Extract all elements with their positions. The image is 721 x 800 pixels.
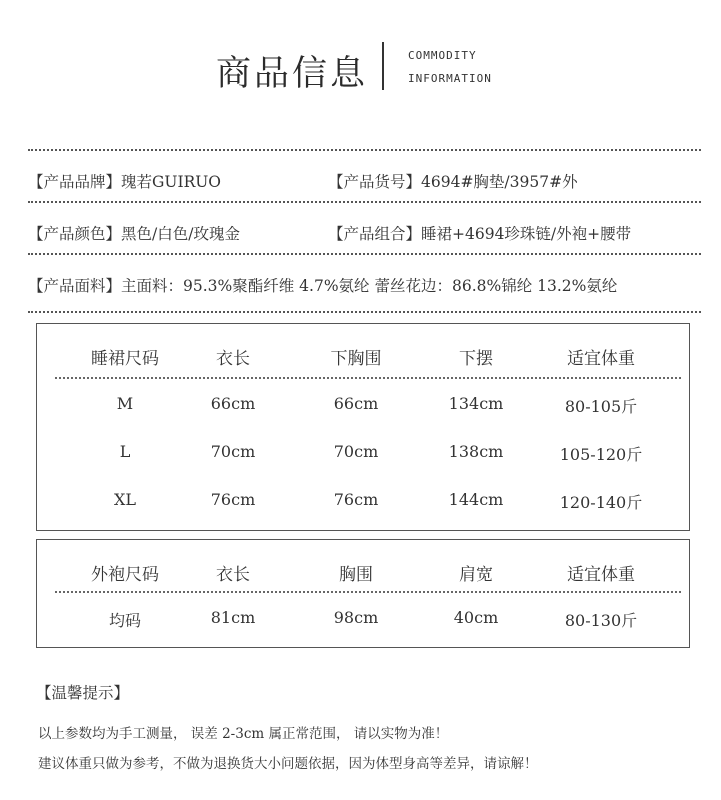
table-cell: 70cm: [333, 442, 379, 461]
divider: [28, 149, 701, 151]
table-cell: 80-105斤: [564, 397, 638, 416]
table-cell: 80-130斤: [564, 611, 638, 630]
table-cell: 76cm: [210, 490, 256, 509]
divider: [28, 311, 701, 313]
table-header: 衣长: [216, 565, 250, 585]
tips-line: 以上参数均为手工测量， 误差 2-3cm 属正常范围， 请以实物为准！: [38, 726, 449, 742]
table-cell: 138cm: [448, 442, 504, 461]
table-header: 适宜体重: [567, 565, 635, 585]
product-combo: 【产品组合】睡裙+4694珍珠链/外袍+腰带: [328, 225, 632, 243]
table-cell: 均码: [108, 611, 142, 630]
table-header: 下胸围: [330, 349, 382, 369]
header-english-line2: INFORMATION: [408, 72, 492, 85]
tips-title: 【温馨提示】: [36, 684, 130, 702]
table-header: 肩宽: [459, 565, 493, 585]
product-item-number: 【产品货号】4694#胸垫/3957#外: [328, 173, 578, 191]
table-cell: 76cm: [333, 490, 379, 509]
product-color: 【产品颜色】黑色/白色/玫瑰金: [28, 225, 240, 243]
table-cell: 134cm: [448, 394, 504, 413]
product-brand: 【产品品牌】瑰若GUIRUO: [28, 173, 222, 191]
table-divider: [55, 591, 681, 593]
table-cell: 66cm: [210, 394, 256, 413]
table-cell: 70cm: [210, 442, 256, 461]
divider: [28, 201, 701, 203]
robe-size-table: [36, 539, 690, 648]
table-cell: L: [119, 442, 131, 461]
table-header: 适宜体重: [567, 349, 635, 369]
table-cell: 144cm: [448, 490, 504, 509]
table-header: 睡裙尺码: [91, 349, 159, 369]
table-divider: [55, 377, 681, 379]
page-header: [0, 38, 721, 98]
product-fabric: 【产品面料】主面料：95.3%聚酯纤维 4.7%氨纶 蕾丝花边：86.8%锦纶 13.2%氨纶: [28, 277, 618, 295]
table-cell: 98cm: [333, 608, 379, 627]
table-cell: 120-140斤: [559, 493, 643, 512]
table-header: 衣长: [216, 349, 250, 369]
table-header: 胸围: [339, 565, 373, 585]
page-title: 商品信息: [216, 54, 369, 94]
table-header: 下摆: [459, 349, 493, 369]
table-cell: M: [116, 394, 134, 413]
table-cell: 81cm: [210, 608, 256, 627]
header-english-line1: COMMODITY: [408, 49, 477, 62]
tips-line: 建议体重只做为参考，不做为退换货大小问题依据，因为体型身高等差异，请谅解！: [38, 756, 538, 772]
table-header: 外袍尺码: [91, 565, 159, 585]
table-cell: XL: [113, 490, 137, 509]
table-cell: 40cm: [453, 608, 499, 627]
table-cell: 66cm: [333, 394, 379, 413]
table-cell: 105-120斤: [559, 445, 643, 464]
divider: [28, 253, 701, 255]
dress-size-table: [36, 323, 690, 531]
header-divider: [382, 42, 384, 90]
